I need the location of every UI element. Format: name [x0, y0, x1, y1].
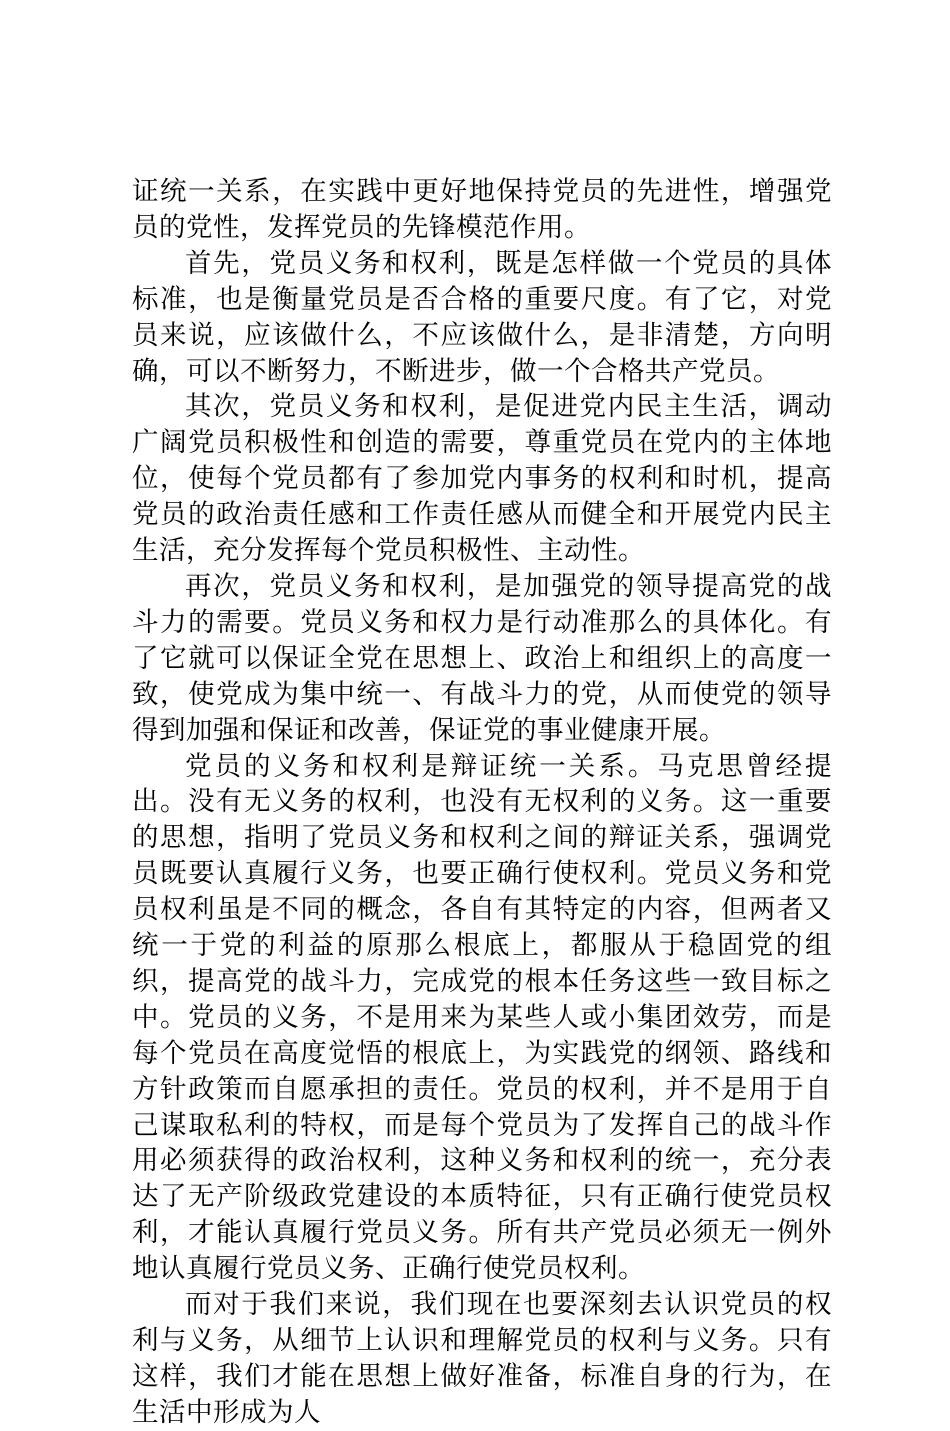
paragraph-5: 党员的义务和权利是辩证统一关系。马克思曾经提出。没有无义务的权利，也没有无权利的义务。这一重要的思想，指明了党员义务和权利之间的辩证关系，强调党员既要认真履行义务，也要正确行使权利。党员义务和党员权利虽是不同的概念，各自有其特定的内容，但两者又统一于党的利益的原那么根底上，都服从于稳固党的组织，提高党的战斗力，完成党的根本任务这些一致目标之中。党员的义务，不是用来为某些人或小集团效劳，而是每个党员在高度觉悟的根底上，为实践党的纲领、路线和方针政策而自愿承担的责任。党员的权利，并不是用于自己谋取私利的特权，而是每个党员为了发挥自己的战斗作用必须获得的政治权利，这种义务和权利的统一，充分表达了无产阶级政党建设的本质特征，只有正确行使党员权利，才能认真履行党员义务。所有共产党员必须无一例外地认真履行党员义务、正确行使党员权利。 [132, 750, 832, 1285]
document-body [132, 174, 832, 1431]
paragraph-1: 证统一关系，在实践中更好地保持党员的先进性，增强党员的党性，发挥党员的先锋模范作用。 [132, 176, 832, 243]
paragraph-2: 首先，党员义务和权利，既是怎样做一个党员的具体标准，也是衡量党员是否合格的重要尺度。有了它，对党员来说，应该做什么，不应该做什么，是非清楚，方向明确，可以不断努力，不断进步，做一个合格共产党员。 [132, 247, 832, 387]
paragraph-6: 而对于我们来说，我们现在也要深刻去认识党员的权利与义务，从细节上认识和理解党员的权利与义务。只有这样，我们才能在思想上做好准备，标准自身的行为，在生活中形成为人 [132, 1289, 832, 1428]
paragraph-4: 再次，党员义务和权利，是加强党的领导提高党的战斗力的需要。党员义务和权力是行动准那么的具体化。有了它就可以保证全党在思想上、政治上和组织上的高度一致，使党成为集中统一、有战斗力的党，从而使党的领导得到加强和保证和改善，保证党的事业健康开展。 [132, 570, 832, 746]
paragraph-3: 其次，党员义务和权利，是促进党内民主生活，调动广阔党员积极性和创造的需要，尊重党员在党内的主体地位，使每个党员都有了参加党内事务的权利和时机，提高党员的政治责任感和工作责任感从而健全和开展党内民主生活，充分发挥每个党员积极性、主动性。 [132, 391, 832, 567]
